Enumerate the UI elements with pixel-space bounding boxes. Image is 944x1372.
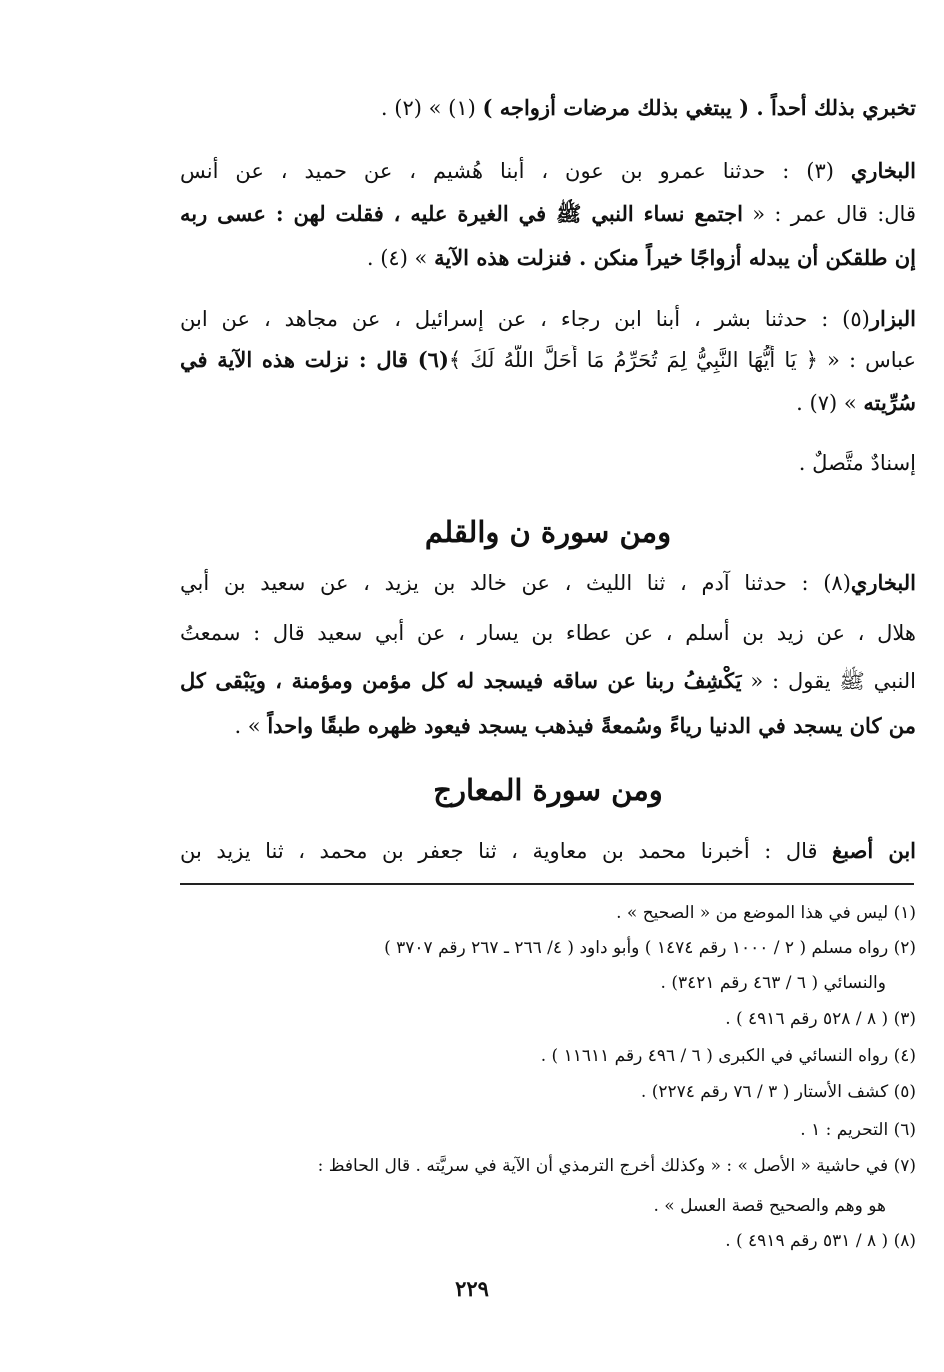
section-heading-nun: ومن سورة ن والقلم (424, 515, 672, 549)
footnote-3: (٣) ( ٨ / ٥٢٨ رقم ٤٩١٦ ) . (725, 1009, 916, 1029)
footnote-5: (٥) كشف الأستار ( ٣ / ٧٦ رقم ٢٢٧٤) . (640, 1082, 916, 1102)
text-line-2: البخاري (٣) : حدثنا عمرو بن عون ، أبنا هُشيم ، عن حميد ، عن أنس (180, 158, 916, 183)
footnote-2: (٢) رواه مسلم ( ٢ / ١٠٠٠ رقم ١٤٧٤ ) وأبو داود ( ٤/ ٢٦٦ ـ ٢٦٧ رقم ٣٧٠٧ ) (384, 938, 916, 958)
text-line-1: تخبري بذلك أحداً . ( يبتغي بذلك مرضات أزواجه ) (١) » (٢) . (380, 95, 916, 120)
footnote-8: (٨) ( ٨ / ٥٣١ رقم ٤٩١٩ ) . (725, 1231, 916, 1251)
text-line-6: عباس : « ﴿ يَا أَيُّهَا النَّبِيُّ لِمَ تُحَرِّمُ مَا أَحَلَّ اللَّهُ لَكَ ﴾(٦) قال : نزلت هذه الآية في (180, 347, 916, 372)
text-line-12: من كان يسجد في الدنيا رياءً وسُمعةً فيذهب يسجد فيعود ظهره طبقًا واحداً » . (234, 713, 916, 738)
footnote-divider (180, 883, 914, 885)
footnote-2-cont: والنسائي ( ٦ / ٤٦٣ رقم ٣٤٢١) . (660, 973, 886, 993)
text-line-3: قال: قال عمر : « اجتمع نساء النبي ﷺ في الغيرة عليه ، فقلت لهن : عسى ربه (180, 201, 916, 226)
footnote-7-cont: هو وهم والصحيح قصة العسل » . (653, 1196, 886, 1216)
text-line-13: ابن أصبغ قال : أخبرنا محمد بن معاوية ، ثنا جعفر بن محمد ، ثنا يزيد بن (180, 838, 916, 863)
page-number: ٢٢٩ (455, 1276, 489, 1301)
text-line-7: سُرِّيته » (٧) . (796, 390, 916, 415)
text-line-8: إسنادٌ متَّصلٌ . (798, 451, 916, 475)
footnote-1: (١) ليس في هذا الموضع من « الصحيح » . (616, 903, 916, 923)
text-line-11: النبي ﷺ يقول : « يَكْشِفُ ربنا عن ساقه فيسجد له كل مؤمن ومؤمنة ، ويَبْقى كل (180, 668, 916, 693)
text-line-4: إن طلقكن أن يبدله أزواجًا خيراً منكن . فنزلت هذه الآية » (٤) . (366, 245, 916, 270)
text-line-5: البزار(٥) : حدثنا بشر ، أبنا ابن رجاء ، عن إسرائيل ، عن مجاهد ، عن ابن (180, 306, 916, 331)
book-page (180, 0, 916, 1372)
footnote-4: (٤) رواه النسائي في الكبرى ( ٦ / ٤٩٦ رقم ١١٦١١ ) . (540, 1046, 916, 1066)
footnote-6: (٦) التحريم : ١ . (800, 1120, 916, 1140)
text-line-10: هلال ، عن زيد بن أسلم ، عن عطاء بن يسار ، عن أبي سعيد قال : سمعتُ (180, 621, 916, 645)
footnote-7: (٧) في حاشية « الأصل » : « وكذلك أخرج الترمذي أن الآية في سريَّته . قال الحافظ : (317, 1156, 916, 1176)
text-line-9: البخاري(٨) : حدثنا آدم ، ثنا الليث ، عن خالد بن يزيد ، عن سعيد بن أبي (180, 570, 916, 595)
section-heading-maarij: ومن سورة المعارج (433, 773, 663, 807)
